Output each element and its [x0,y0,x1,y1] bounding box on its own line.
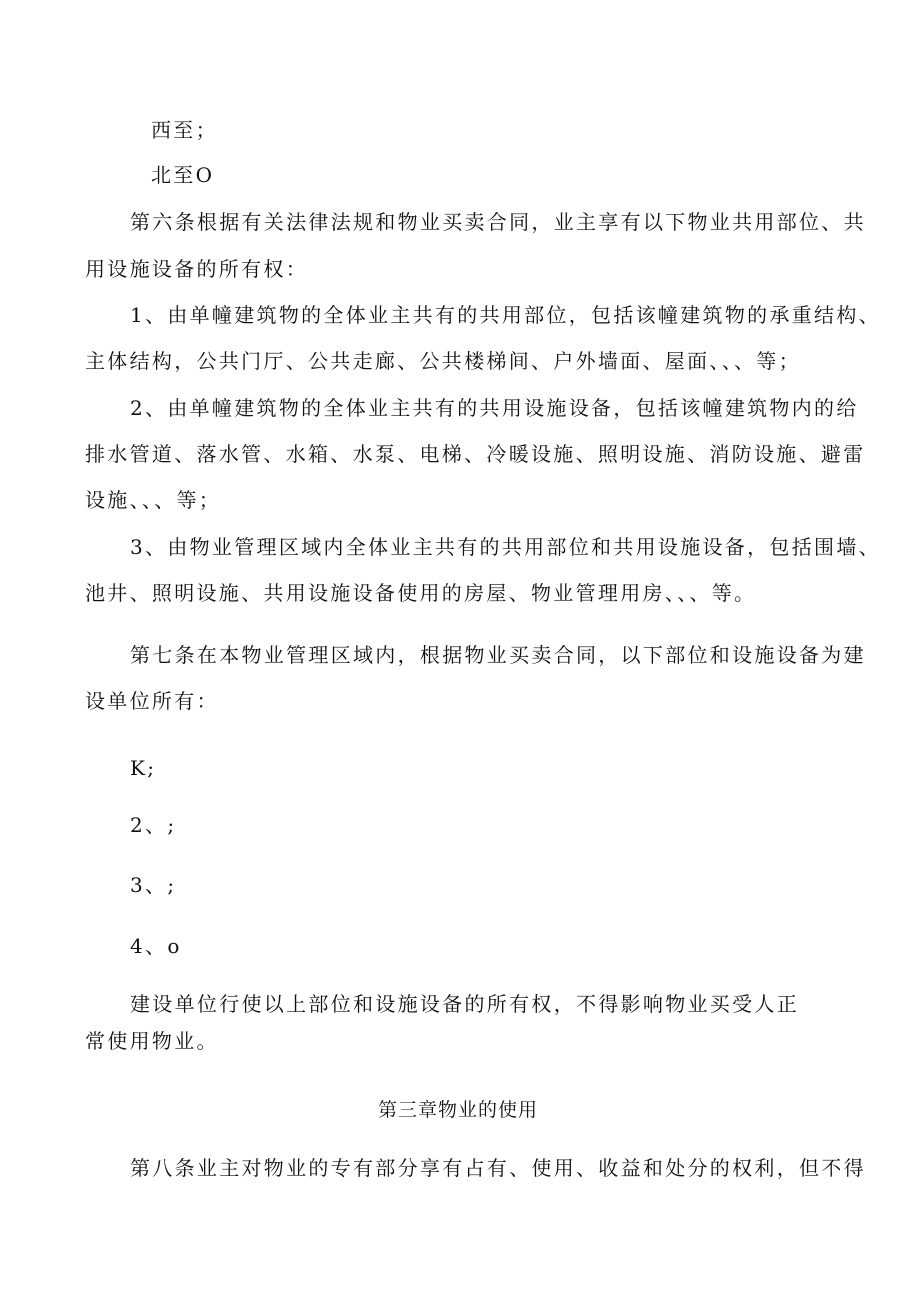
article-6-line-2: 用设施设备的所有权： [85,257,308,281]
developer-rights-line-2: 常使用物业。 [85,1029,219,1053]
chapter-3-heading: 第三章物业的使用 [378,1099,539,1121]
article-8-line-1: 第八条业主对物业的专有部分享有占有、使用、收益和处分的权利，但不得 [130,1156,866,1180]
list-item-4: 4、o [130,934,182,958]
list-item-k: K; [130,756,157,780]
developer-rights-line-1: 建设单位行使以上部位和设施设备的所有权，不得影响物业买受人正 [130,992,799,1016]
article-6-line-1: 第六条根据有关法律法规和物业买卖合同，业主享有以下物业共用部位、共 [130,210,866,234]
west-boundary-line: 西至； [151,118,218,142]
item-1-line-2: 主体结构，公共门厅、公共走廊、公共楼梯间、户外墙面、屋面、、、等； [85,349,801,373]
list-item-2: 2、; [130,813,177,837]
item-3-line-2: 池井、照明设施、共用设施设备使用的房屋、物业管理用房、、、等。 [85,581,757,605]
item-2-line-3: 设施、、、等； [85,488,222,512]
item-1-line-1: 1、由单幢建筑物的全体业主共有的共用部位，包括该幢建筑物的承重结构、 [130,303,881,327]
article-7-line-1: 第七条在本物业管理区域内，根据物业买卖合同，以下部位和设施设备为建 [130,643,866,667]
item-2-line-2: 排水管道、落水管、水箱、水泵、电梯、冷暖设施、照明设施、消防设施、避雷 [85,442,866,466]
item-3-line-1: 3、由物业管理区域内全体业主共有的共用部位和共用设施设备，包括围墙、 [130,535,881,559]
item-2-line-1: 2、由单幢建筑物的全体业主共有的共用设施设备，包括该幢建筑物内的给 [130,396,859,420]
north-boundary-line: 北至O [151,163,215,187]
list-item-3: 3、; [130,873,177,897]
article-7-line-2: 设单位所有： [85,689,219,713]
